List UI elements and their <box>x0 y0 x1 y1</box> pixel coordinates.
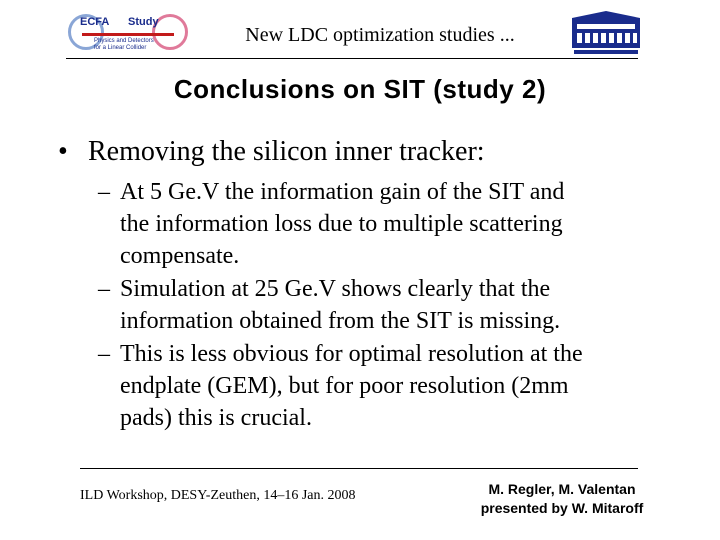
footer-presenter-line: presented by W. Mitaroff <box>480 500 644 516</box>
sub-bullet <box>98 176 678 272</box>
footer-divider <box>80 468 638 469</box>
building-logo-icon <box>570 10 642 56</box>
header-title: New LDC optimization studies ... <box>245 24 515 46</box>
ecfa-logo-subtitle-2: for a Linear Collider <box>94 45 147 51</box>
sub-bullet-line: information obtained from the SIT is missing. <box>120 308 561 334</box>
ecfa-study-logo <box>66 12 188 54</box>
header-divider <box>66 58 638 59</box>
sub-bullet-line: compensate. <box>120 243 240 269</box>
sub-bullet-list <box>98 176 678 435</box>
footer-event: ILD Workshop, DESY-Zeuthen, 14–16 Jan. 2008 <box>80 488 356 503</box>
sub-bullet-line: endplate (GEM), but for poor resolution (2mm <box>120 373 569 399</box>
main-bullet-text: Removing the silicon inner tracker: <box>88 136 485 167</box>
sub-bullet <box>98 273 678 337</box>
dash-mark: – <box>98 276 110 302</box>
ecfa-logo-text: ECFA <box>80 16 110 28</box>
study-logo-text: Study <box>128 16 159 28</box>
main-bullet <box>58 136 678 168</box>
sub-bullet <box>98 338 678 434</box>
footer-authors <box>452 480 672 518</box>
dash-mark: – <box>98 179 110 205</box>
dash-mark: – <box>98 341 110 367</box>
slide-title: Conclusions on SIT (study 2) <box>173 74 547 104</box>
sub-bullet-line: At 5 Ge.V the information gain of the SIT and <box>120 179 565 205</box>
sub-bullet-line: the information loss due to multiple scattering <box>120 211 563 237</box>
ecfa-logo-subtitle: Physics and Detectors <box>94 38 154 44</box>
footer-authors-line: M. Regler, M. Valentan <box>488 481 636 497</box>
sub-bullet-line: Simulation at 25 Ge.V shows clearly that the <box>120 276 551 302</box>
sub-bullet-line: This is less obvious for optimal resolution at the <box>120 341 583 367</box>
sub-bullet-line: pads) this is crucial. <box>120 405 312 431</box>
bullet-mark: • <box>58 136 68 167</box>
